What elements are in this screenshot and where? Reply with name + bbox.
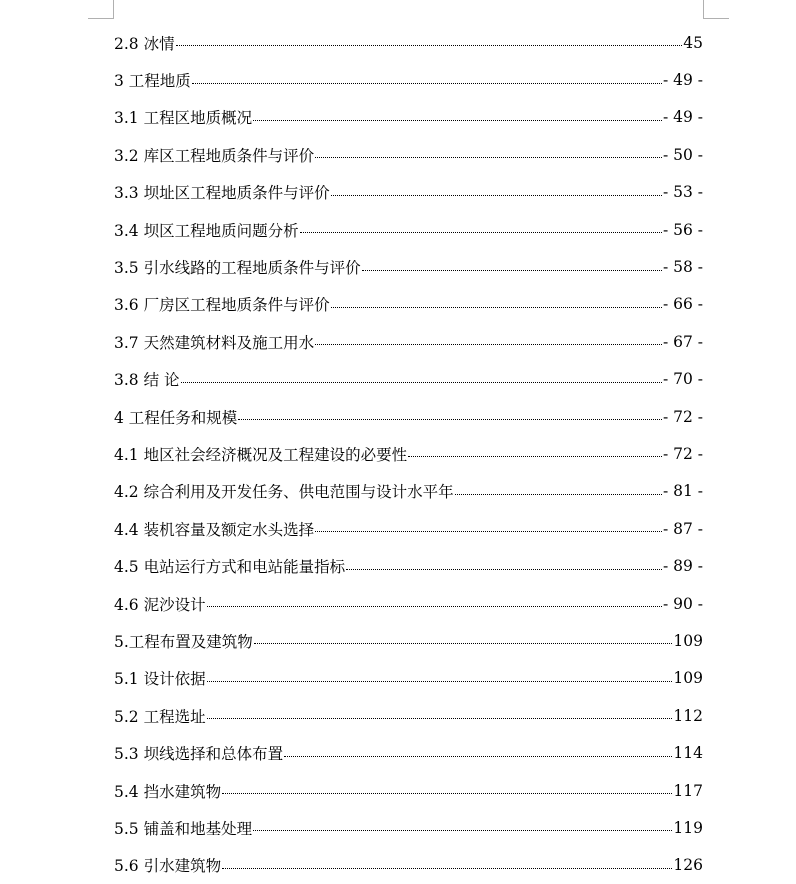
toc-entry-title[interactable]: 4.5 电站运行方式和电站能量指标 [114,558,346,577]
toc-entry-title[interactable]: 5.2 工程选址 [114,707,206,726]
toc-entry[interactable] [114,697,703,734]
toc-entry-page-number[interactable]: 119 [673,818,703,837]
toc-entry-title[interactable]: 3.8 结 论 [114,371,180,390]
toc-entry[interactable] [114,585,703,622]
toc-dot-leader [346,569,662,570]
toc-entry-page-number[interactable]: - 49 - [662,108,703,127]
toc-entry-page-number[interactable]: 117 [673,781,703,800]
toc-entry-title[interactable]: 4.1 地区社会经济概况及工程建设的必要性 [114,445,408,464]
toc-entry-title[interactable]: 5.3 坝线选择和总体布置 [114,745,284,764]
toc-entry[interactable] [114,660,703,697]
toc-entry[interactable] [114,211,703,248]
toc-entry[interactable] [114,99,703,136]
toc-dot-leader [315,344,662,345]
toc-entry[interactable] [114,547,703,584]
toc-entry-page-number[interactable]: 112 [673,706,703,725]
toc-dot-leader [284,756,672,757]
toc-entry[interactable] [114,323,703,360]
toc-entry-title[interactable]: 4.4 装机容量及额定水头选择 [114,520,315,539]
toc-entry-title[interactable]: 3.1 工程区地质概况 [114,109,253,128]
toc-entry-page-number[interactable]: - 53 - [662,183,703,202]
toc-dot-leader [408,456,662,457]
toc-dot-leader [222,793,672,794]
toc-entry-title[interactable]: 4 工程任务和规模 [114,408,238,427]
toc-entry-page-number[interactable]: - 90 - [662,594,703,613]
toc-dot-leader [331,307,662,308]
toc-entry[interactable] [114,24,703,61]
toc-entry[interactable] [114,734,703,771]
toc-dot-leader [207,718,673,719]
toc-dot-leader [331,195,662,196]
page-corner-mark-left [88,0,114,19]
toc-entry-title[interactable]: 5.1 设计依据 [114,670,206,689]
toc-entry-page-number[interactable]: - 58 - [662,258,703,277]
toc-entry[interactable] [114,398,703,435]
toc-entry-page-number[interactable]: 126 [673,856,703,875]
toc-entry[interactable] [114,809,703,846]
toc-entry-page-number[interactable]: - 50 - [662,145,703,164]
toc-entry-title[interactable]: 3 工程地质 [114,72,191,91]
toc-entry-title[interactable]: 5.工程布置及建筑物 [114,632,253,651]
toc-entry[interactable] [114,772,703,809]
toc-entry-page-number[interactable]: - 72 - [662,444,703,463]
toc-dot-leader [238,419,662,420]
toc-dot-leader [253,830,672,831]
toc-entry-page-number[interactable]: 114 [673,744,703,763]
toc-dot-leader [207,606,662,607]
toc-entry-title[interactable]: 4.6 泥沙设计 [114,595,206,614]
toc-dot-leader [315,531,662,532]
toc-entry-page-number[interactable]: 109 [673,669,703,688]
toc-entry-page-number[interactable]: - 89 - [662,557,703,576]
toc-entry-page-number[interactable]: 109 [673,631,703,650]
toc-dot-leader [455,494,662,495]
toc-entry[interactable] [114,622,703,659]
toc-entry-page-number[interactable]: - 72 - [662,407,703,426]
toc-entry-page-number[interactable]: - 49 - [662,71,703,90]
toc-entry-page-number[interactable]: - 87 - [662,519,703,538]
toc-entry[interactable] [114,136,703,173]
toc-entry[interactable] [114,248,703,285]
toc-entry-page-number[interactable]: 45 [683,33,703,52]
toc-dot-leader [207,681,673,682]
toc-entry-page-number[interactable]: - 67 - [662,332,703,351]
toc-entry[interactable] [114,174,703,211]
toc-entry-page-number[interactable]: - 81 - [662,482,703,501]
toc-dot-leader [222,868,672,869]
toc-entry-title[interactable]: 5.5 铺盖和地基处理 [114,819,253,838]
toc-entry-title[interactable]: 3.2 库区工程地质条件与评价 [114,146,315,165]
toc-entry-title[interactable]: 5.4 挡水建筑物 [114,782,222,801]
toc-dot-leader [253,120,662,121]
toc-entry[interactable] [114,286,703,323]
toc-entry[interactable] [114,510,703,547]
toc-entry-title[interactable]: 3.3 坝址区工程地质条件与评价 [114,184,330,203]
toc-dot-leader [300,232,662,233]
toc-dot-leader [176,45,683,46]
toc-entry-title[interactable]: 3.5 引水线路的工程地质条件与评价 [114,259,361,278]
toc-entry-page-number[interactable]: - 56 - [662,220,703,239]
toc-dot-leader [181,382,662,383]
toc-entry[interactable] [114,361,703,398]
toc-entry-title[interactable]: 5.6 引水建筑物 [114,857,222,876]
toc-entry[interactable] [114,435,703,472]
toc-entry[interactable] [114,473,703,510]
toc-entry-title[interactable]: 4.2 综合利用及开发任务、供电范围与设计水平年 [114,483,454,502]
toc-entry[interactable] [114,847,703,884]
toc-entry-title[interactable]: 2.8 冰情 [114,34,175,53]
toc-entry-title[interactable]: 3.4 坝区工程地质问题分析 [114,221,299,240]
toc-dot-leader [192,83,662,84]
toc-dot-leader [254,643,673,644]
toc-entry-title[interactable]: 3.6 厂房区工程地质条件与评价 [114,296,330,315]
toc-dot-leader [315,157,662,158]
toc-entry-title[interactable]: 3.7 天然建筑材料及施工用水 [114,333,315,352]
toc-entry-page-number[interactable]: - 70 - [662,370,703,389]
toc-entry-page-number[interactable]: - 66 - [662,295,703,314]
toc-entry[interactable] [114,61,703,98]
page-corner-mark-right [703,0,729,19]
table-of-contents [114,24,703,884]
toc-dot-leader [362,270,662,271]
